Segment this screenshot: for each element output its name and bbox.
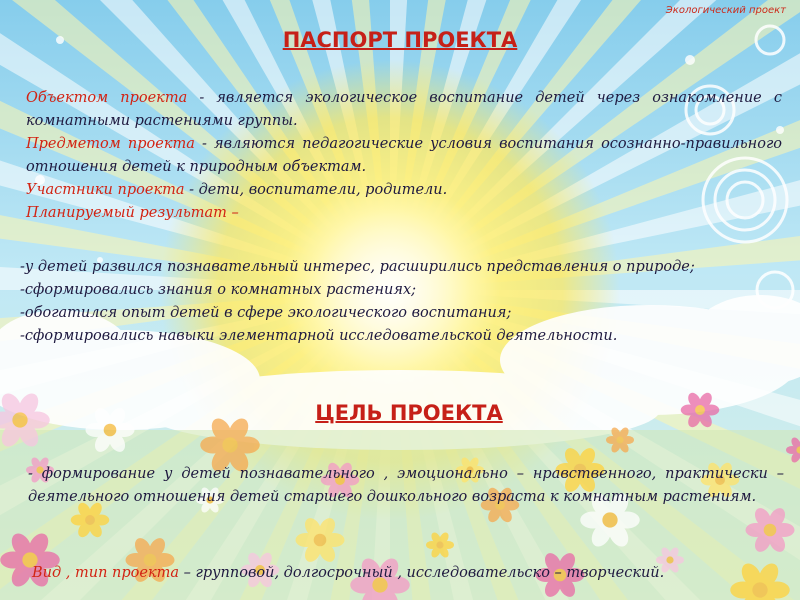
results-list xyxy=(20,256,760,348)
result-item: -сформировались навыки элементарной исследовательской деятельности. xyxy=(20,328,618,344)
participants-paragraph xyxy=(26,179,782,202)
header-tag: Экологический проект xyxy=(665,5,786,16)
type-text: – групповой, долгосрочный , исследовательско – творческий. xyxy=(179,565,665,581)
passport-title: ПАСПОРТ ПРОЕКТА xyxy=(282,28,518,52)
participants-text: - дети, воспитатели, родители. xyxy=(184,182,448,198)
result-dash: – xyxy=(226,205,239,221)
object-text: - является экологическое воспитание детей через ознакомление с комнатными растениями группы. xyxy=(26,90,782,129)
result-item: -обогатился опыт детей в сфере экологического воспитания; xyxy=(20,305,512,321)
subject-paragraph xyxy=(26,133,782,179)
result-item: -у детей развился познавательный интерес, расширились представления о природе; xyxy=(20,259,695,275)
subject-label: Предметом проекта xyxy=(26,136,195,152)
passport-block xyxy=(26,87,782,225)
subject-text: - являются педагогические условия воспитания осознанно-правильного отношения детей к природным объектам. xyxy=(26,136,782,175)
object-label: Объектом проекта xyxy=(26,90,188,106)
object-paragraph xyxy=(26,87,782,133)
goal-text: - формирование у детей познавательного , эмоционально – нравственного, практически – деятельного отношения детей старшего дошкольного возраста к комнатным растениям. xyxy=(28,466,784,505)
participants-label: Участники проекта xyxy=(26,182,185,198)
result-label: Планируемый результат xyxy=(26,205,227,221)
goal-title: ЦЕЛЬ ПРОЕКТА xyxy=(315,401,503,425)
result-item: -сформировались знания о комнатных растениях; xyxy=(20,282,417,298)
type-label: Вид , тип проекта xyxy=(32,565,180,581)
result-paragraph xyxy=(26,202,782,225)
type-paragraph xyxy=(32,562,792,585)
